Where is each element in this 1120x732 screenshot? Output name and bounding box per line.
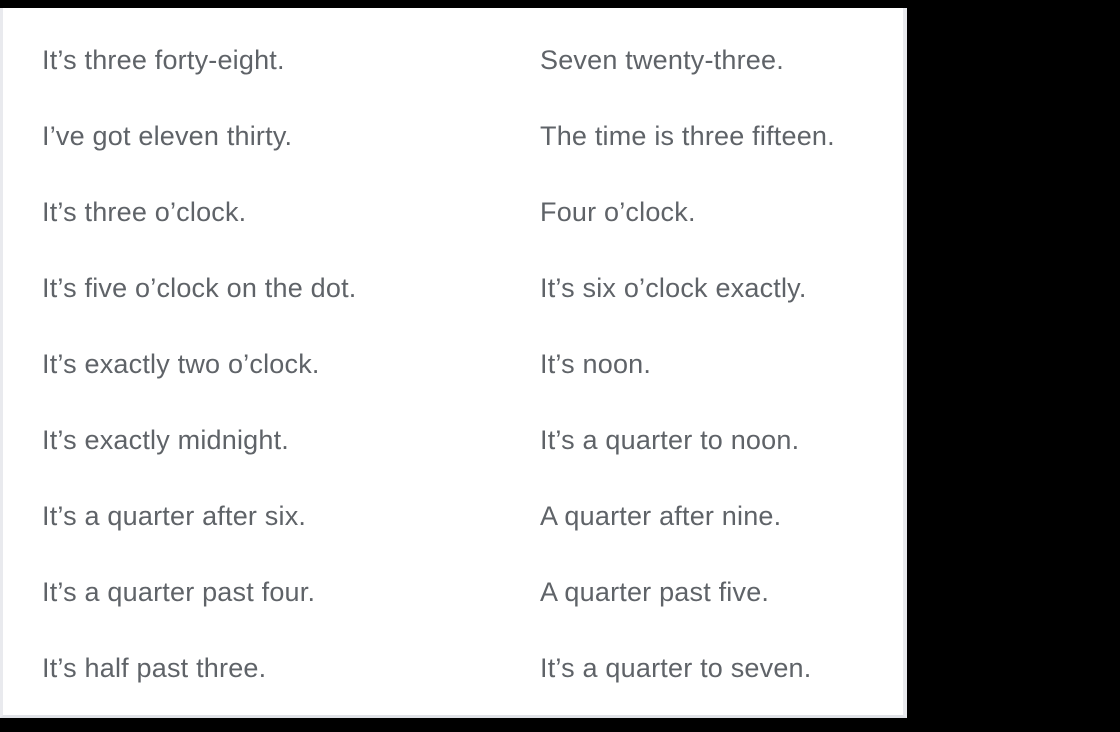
- phrase-item-left-3: It’s three o’clock.: [42, 196, 247, 227]
- page-card: [0, 8, 907, 718]
- phrase-item-left-4: It’s five o’clock on the dot.: [42, 272, 357, 303]
- phrase-item-right-9: It’s a quarter to seven.: [540, 652, 812, 683]
- phrase-item-right-8: A quarter past five.: [540, 576, 770, 607]
- phrase-list: [3, 8, 903, 706]
- phrase-item-left-8: It’s a quarter past four.: [42, 576, 316, 607]
- phrase-item-right-6: It’s a quarter to noon.: [540, 424, 800, 455]
- phrase-item-left-5: It’s exactly two o’clock.: [42, 348, 320, 379]
- phrase-item-left-1: It’s three forty-eight.: [42, 44, 285, 75]
- phrase-item-left-7: It’s a quarter after six.: [42, 500, 307, 531]
- phrase-item-left-2: I’ve got eleven thirty.: [42, 120, 293, 151]
- phrase-item-left-9: It’s half past three.: [42, 652, 267, 683]
- phrase-item-right-1: Seven twenty-three.: [540, 44, 784, 75]
- phrase-item-left-6: It’s exactly midnight.: [42, 424, 290, 455]
- phrase-item-right-2: The time is three fifteen.: [540, 120, 835, 151]
- phrase-item-right-3: Four o’clock.: [540, 196, 696, 227]
- phrase-item-right-7: A quarter after nine.: [540, 500, 782, 531]
- phrase-item-right-5: It’s noon.: [540, 348, 652, 379]
- phrase-item-right-4: It’s six o’clock exactly.: [540, 272, 807, 303]
